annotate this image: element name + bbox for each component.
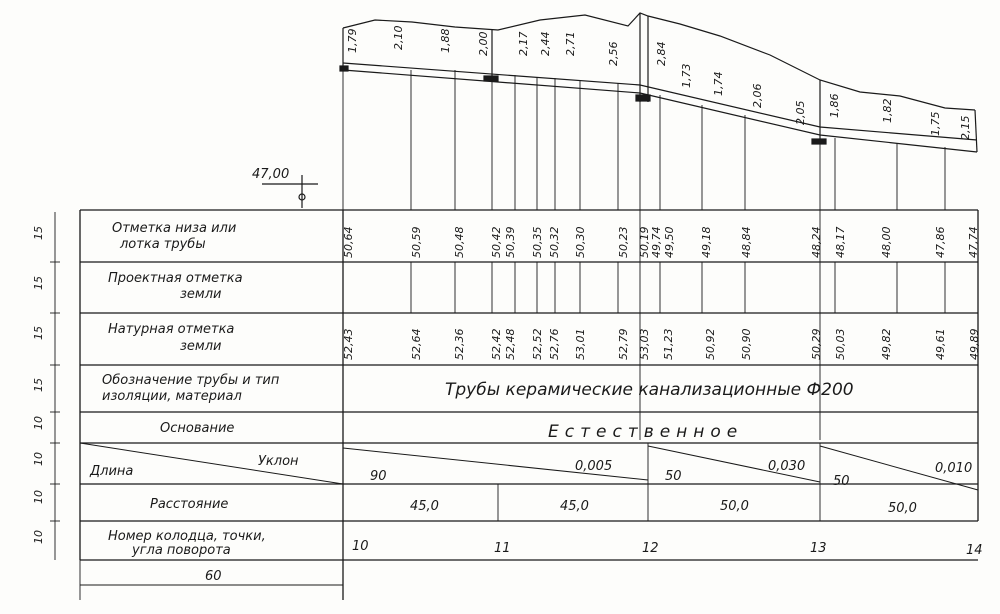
label-well-2: угла поворота — [132, 543, 231, 558]
label-distance: Расстояние — [150, 497, 229, 512]
depth-value-17: 2,15 — [959, 115, 972, 140]
depth-value-4: 2,00 — [477, 31, 490, 56]
segment-3-length: 50 — [833, 474, 850, 489]
depth-value-3: 1,88 — [439, 28, 452, 53]
invert-value-11: 49,74 — [650, 226, 663, 258]
depth-value-7: 2,71 — [564, 31, 577, 56]
depth-value-14: 1,86 — [828, 93, 841, 118]
depth-value-15: 1,82 — [881, 98, 894, 123]
segment-3-slope: 0,010 — [935, 461, 973, 476]
depth-value-2: 2,10 — [392, 25, 405, 50]
row-height-6: 10 — [32, 452, 45, 466]
distance-2: 45,0 — [560, 499, 589, 514]
depth-value-16: 1,75 — [929, 111, 942, 136]
datum-label: 47,00 — [252, 167, 290, 182]
distance-3: 50,0 — [720, 499, 749, 514]
label-pipe-2: изоляции, материал — [102, 389, 242, 404]
invert-value-5: 50,39 — [504, 226, 517, 258]
label-invert-2: лотка трубы — [120, 237, 206, 252]
invert-value-15: 48,24 — [810, 226, 823, 258]
depth-value-5: 2,17 — [517, 31, 530, 56]
pipe-description: Трубы керамические канализационные Ф200 — [445, 380, 854, 400]
invert-value-19: 47,74 — [967, 226, 980, 258]
label-design-2: земли — [180, 287, 222, 302]
natural-value-6: 52,52 — [531, 328, 544, 360]
natural-value-13: 50,90 — [740, 328, 753, 360]
depth-value-13: 2,05 — [794, 100, 807, 125]
label-length: Длина — [90, 464, 134, 479]
natural-value-8: 53,01 — [574, 328, 587, 360]
invert-value-1: 50,64 — [342, 226, 355, 258]
distance-4: 50,0 — [888, 501, 917, 516]
invert-value-8: 50,30 — [574, 226, 587, 258]
invert-value-4: 50,42 — [490, 226, 503, 258]
row-height-5: 10 — [32, 416, 45, 430]
row-height-labels — [32, 226, 45, 544]
natural-value-10: 53,03 — [638, 328, 651, 360]
label-design-1: Проектная отметка — [108, 271, 243, 286]
label-base: Основание — [160, 421, 235, 436]
natural-value-5: 52,48 — [504, 328, 517, 360]
profile-graphic — [340, 13, 977, 152]
label-invert-1: Отметка низа или — [112, 221, 237, 236]
invert-value-6: 50,35 — [531, 226, 544, 258]
well-10: 10 — [352, 539, 369, 554]
natural-value-7: 52,76 — [548, 328, 561, 360]
invert-value-10: 50,19 — [638, 226, 651, 258]
row-height-7: 10 — [32, 490, 45, 504]
invert-values — [342, 227, 980, 259]
invert-value-12: 49,50 — [663, 226, 676, 258]
label-natural-1: Натурная отметка — [108, 322, 235, 337]
well-13: 13 — [810, 541, 827, 556]
depth-value-12: 2,06 — [751, 83, 764, 108]
row-height-4: 15 — [32, 378, 45, 392]
natural-value-11: 51,23 — [662, 328, 675, 360]
row-values — [352, 380, 983, 558]
depth-value-6: 2,44 — [539, 31, 552, 56]
label-natural-2: земли — [180, 339, 222, 354]
natural-value-15: 50,03 — [834, 328, 847, 360]
invert-value-17: 48,00 — [880, 226, 893, 258]
invert-value-18: 47,86 — [934, 226, 947, 258]
row-height-3: 15 — [32, 326, 45, 340]
natural-value-1: 52,43 — [342, 328, 355, 360]
natural-value-16: 49,82 — [880, 328, 893, 360]
depth-value-1: 1,79 — [346, 28, 359, 53]
invert-value-3: 50,48 — [453, 226, 466, 258]
label-well-1: Номер колодца, точки, — [108, 529, 266, 544]
depth-labels — [346, 26, 972, 141]
invert-value-7: 50,32 — [548, 226, 561, 258]
segment-2-length: 50 — [665, 469, 682, 484]
natural-value-9: 52,79 — [617, 328, 630, 360]
row-height-2: 15 — [32, 276, 45, 290]
natural-values — [342, 329, 981, 361]
natural-value-17: 49,61 — [934, 328, 947, 360]
depth-value-11: 1,74 — [712, 71, 725, 96]
well-11: 11 — [494, 541, 511, 556]
natural-value-14: 50,29 — [810, 328, 823, 360]
depth-value-8: 2,56 — [607, 41, 620, 66]
row-height-8: 10 — [32, 530, 45, 544]
distance-1: 45,0 — [410, 499, 439, 514]
row-labels — [89, 221, 299, 558]
natural-value-4: 52,42 — [490, 328, 503, 360]
invert-value-16: 48,17 — [834, 226, 847, 258]
row-height-dims — [50, 212, 60, 560]
depth-value-9: 2,84 — [655, 41, 668, 66]
invert-value-2: 50,59 — [410, 226, 423, 258]
station-lines — [343, 25, 945, 600]
row-height-1: 15 — [32, 226, 45, 240]
natural-value-18: 49,89 — [968, 328, 981, 360]
segment-1-slope: 0,005 — [575, 459, 613, 474]
left-width-label: 60 — [205, 569, 222, 584]
segment-1-length: 90 — [370, 469, 387, 484]
well-14: 14 — [966, 543, 983, 558]
invert-value-13: 49,18 — [700, 226, 713, 258]
natural-value-3: 52,36 — [453, 328, 466, 360]
label-pipe-1: Обозначение трубы и тип — [102, 373, 280, 388]
invert-value-14: 48,84 — [740, 226, 753, 258]
segment-2-slope: 0,030 — [768, 459, 806, 474]
natural-value-12: 50,92 — [704, 328, 717, 360]
base-value: Естественное — [548, 422, 744, 442]
datum-mark — [252, 167, 318, 208]
invert-value-9: 50,23 — [617, 226, 630, 258]
well-12: 12 — [642, 541, 659, 556]
label-slope: Уклон — [258, 454, 299, 469]
depth-value-10: 1,73 — [680, 63, 693, 88]
natural-value-2: 52,64 — [410, 328, 423, 360]
left-width-dim — [80, 560, 343, 600]
